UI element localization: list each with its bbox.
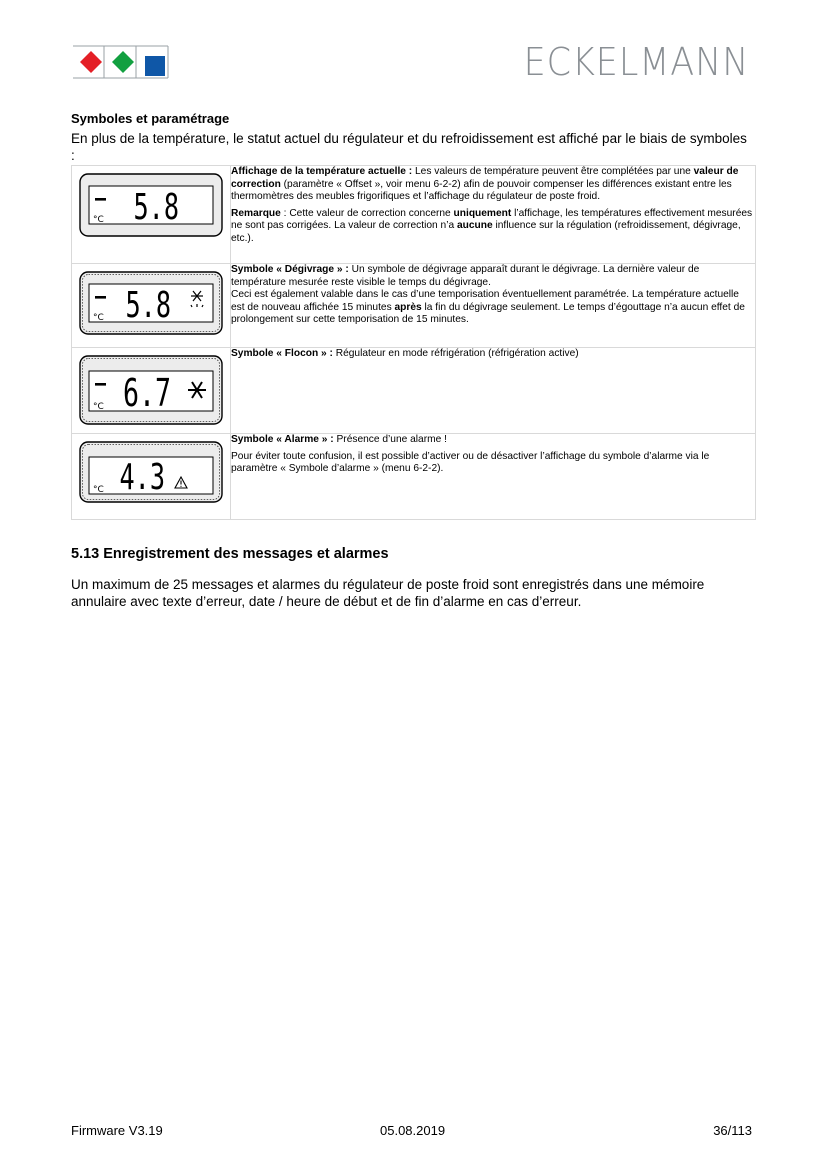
unit-label: °C: [93, 485, 104, 495]
table-row: 5.8 °C Symbole « Dégivrage » : Un symbole de dégivrage apparaît durant le dégivrage. La dernière valeur de température mesurée reste visible le temps du dégivrage. Ceci est également valable dans le cas d’une temporisation éventuellement paramétrée. La température actuelle est de nouveau affichée 15 minutes après la fin du dégivrage seulement. Le temps d’égouttage n’a aucun effet de prolongement sur cette temporisation de 15 minutes.: [72, 264, 756, 348]
footer-date: 05.08.2019: [380, 1123, 446, 1138]
table-row: 4.3 °C Symbole « Alarme » : Présence d’une alarme ! Pour éviter toute confusion, il est possible d’activer ou de désactiver l’affichage du symbole d’alarme via le paramètre « Symbole d’alarme » (menu 6-2-2).: [72, 434, 756, 520]
lcd-panel: [79, 355, 223, 425]
section-heading: 5.13 Enregistrement des messages et alarmes: [71, 546, 389, 562]
section-paragraph: Un maximum de 25 messages et alarmes du régulateur de poste froid sont enregistrés dans une mémoire annulaire avec texte d’erreur, date / heure de début et de fin d’alarme en cas d’erreur.: [71, 577, 705, 609]
minus-sign: [95, 383, 106, 386]
unit-label: °C: [93, 313, 104, 323]
lcd-value: 5.8: [125, 284, 171, 327]
section-title: Symboles et paramétrage: [71, 111, 230, 126]
minus-sign: [95, 198, 106, 201]
footer-page-number: 36/113: [713, 1123, 752, 1138]
logo-blue-square: [145, 56, 165, 76]
minus-sign: [95, 296, 106, 299]
eckelmann-logo: [73, 45, 169, 79]
logo-green-diamond: [112, 51, 134, 73]
brand-wordmark: ECKELMANN: [523, 40, 749, 84]
unit-label: °C: [93, 402, 104, 412]
lcd-panel: [79, 173, 223, 237]
intro-text: En plus de la température, le statut actuel du régulateur et du refroidissement est affiché par le biais de symboles :: [71, 131, 747, 163]
lcd-panel: [79, 271, 223, 335]
lcd-value: 5.8: [133, 186, 179, 229]
logo-red-diamond: [80, 51, 102, 73]
unit-label: °C: [93, 215, 104, 225]
table-row: 6.7 °C Symbole « Flocon » : Régulateur en mode réfrigération (réfrigération active): [72, 348, 756, 434]
table-row: 5.8 °C Affichage de la température actuelle : Les valeurs de température peuvent être complétées par une valeur de correction (paramètre « Offset », voir menu 6-2-2) afin de pouvoir compenser les différences existant entre les thermomètres des meubles frigorifiques et l’affichage du régulateur de poste froid. Remarque : Cette valeur de correction concerne uniquement l’affichage, les températures effectivement mesurées ne sont pas corrigées. La valeur de correction n’a aucune influence sur la régulation (refroidissement, dégivrage, etc.).: [72, 166, 756, 264]
footer-firmware: Firmware V3.19: [71, 1123, 163, 1138]
lcd-value: 6.7: [122, 371, 171, 416]
lcd-value: 4.3: [119, 456, 165, 499]
lcd-panel: [79, 441, 223, 503]
symbols-table: [71, 165, 756, 520]
